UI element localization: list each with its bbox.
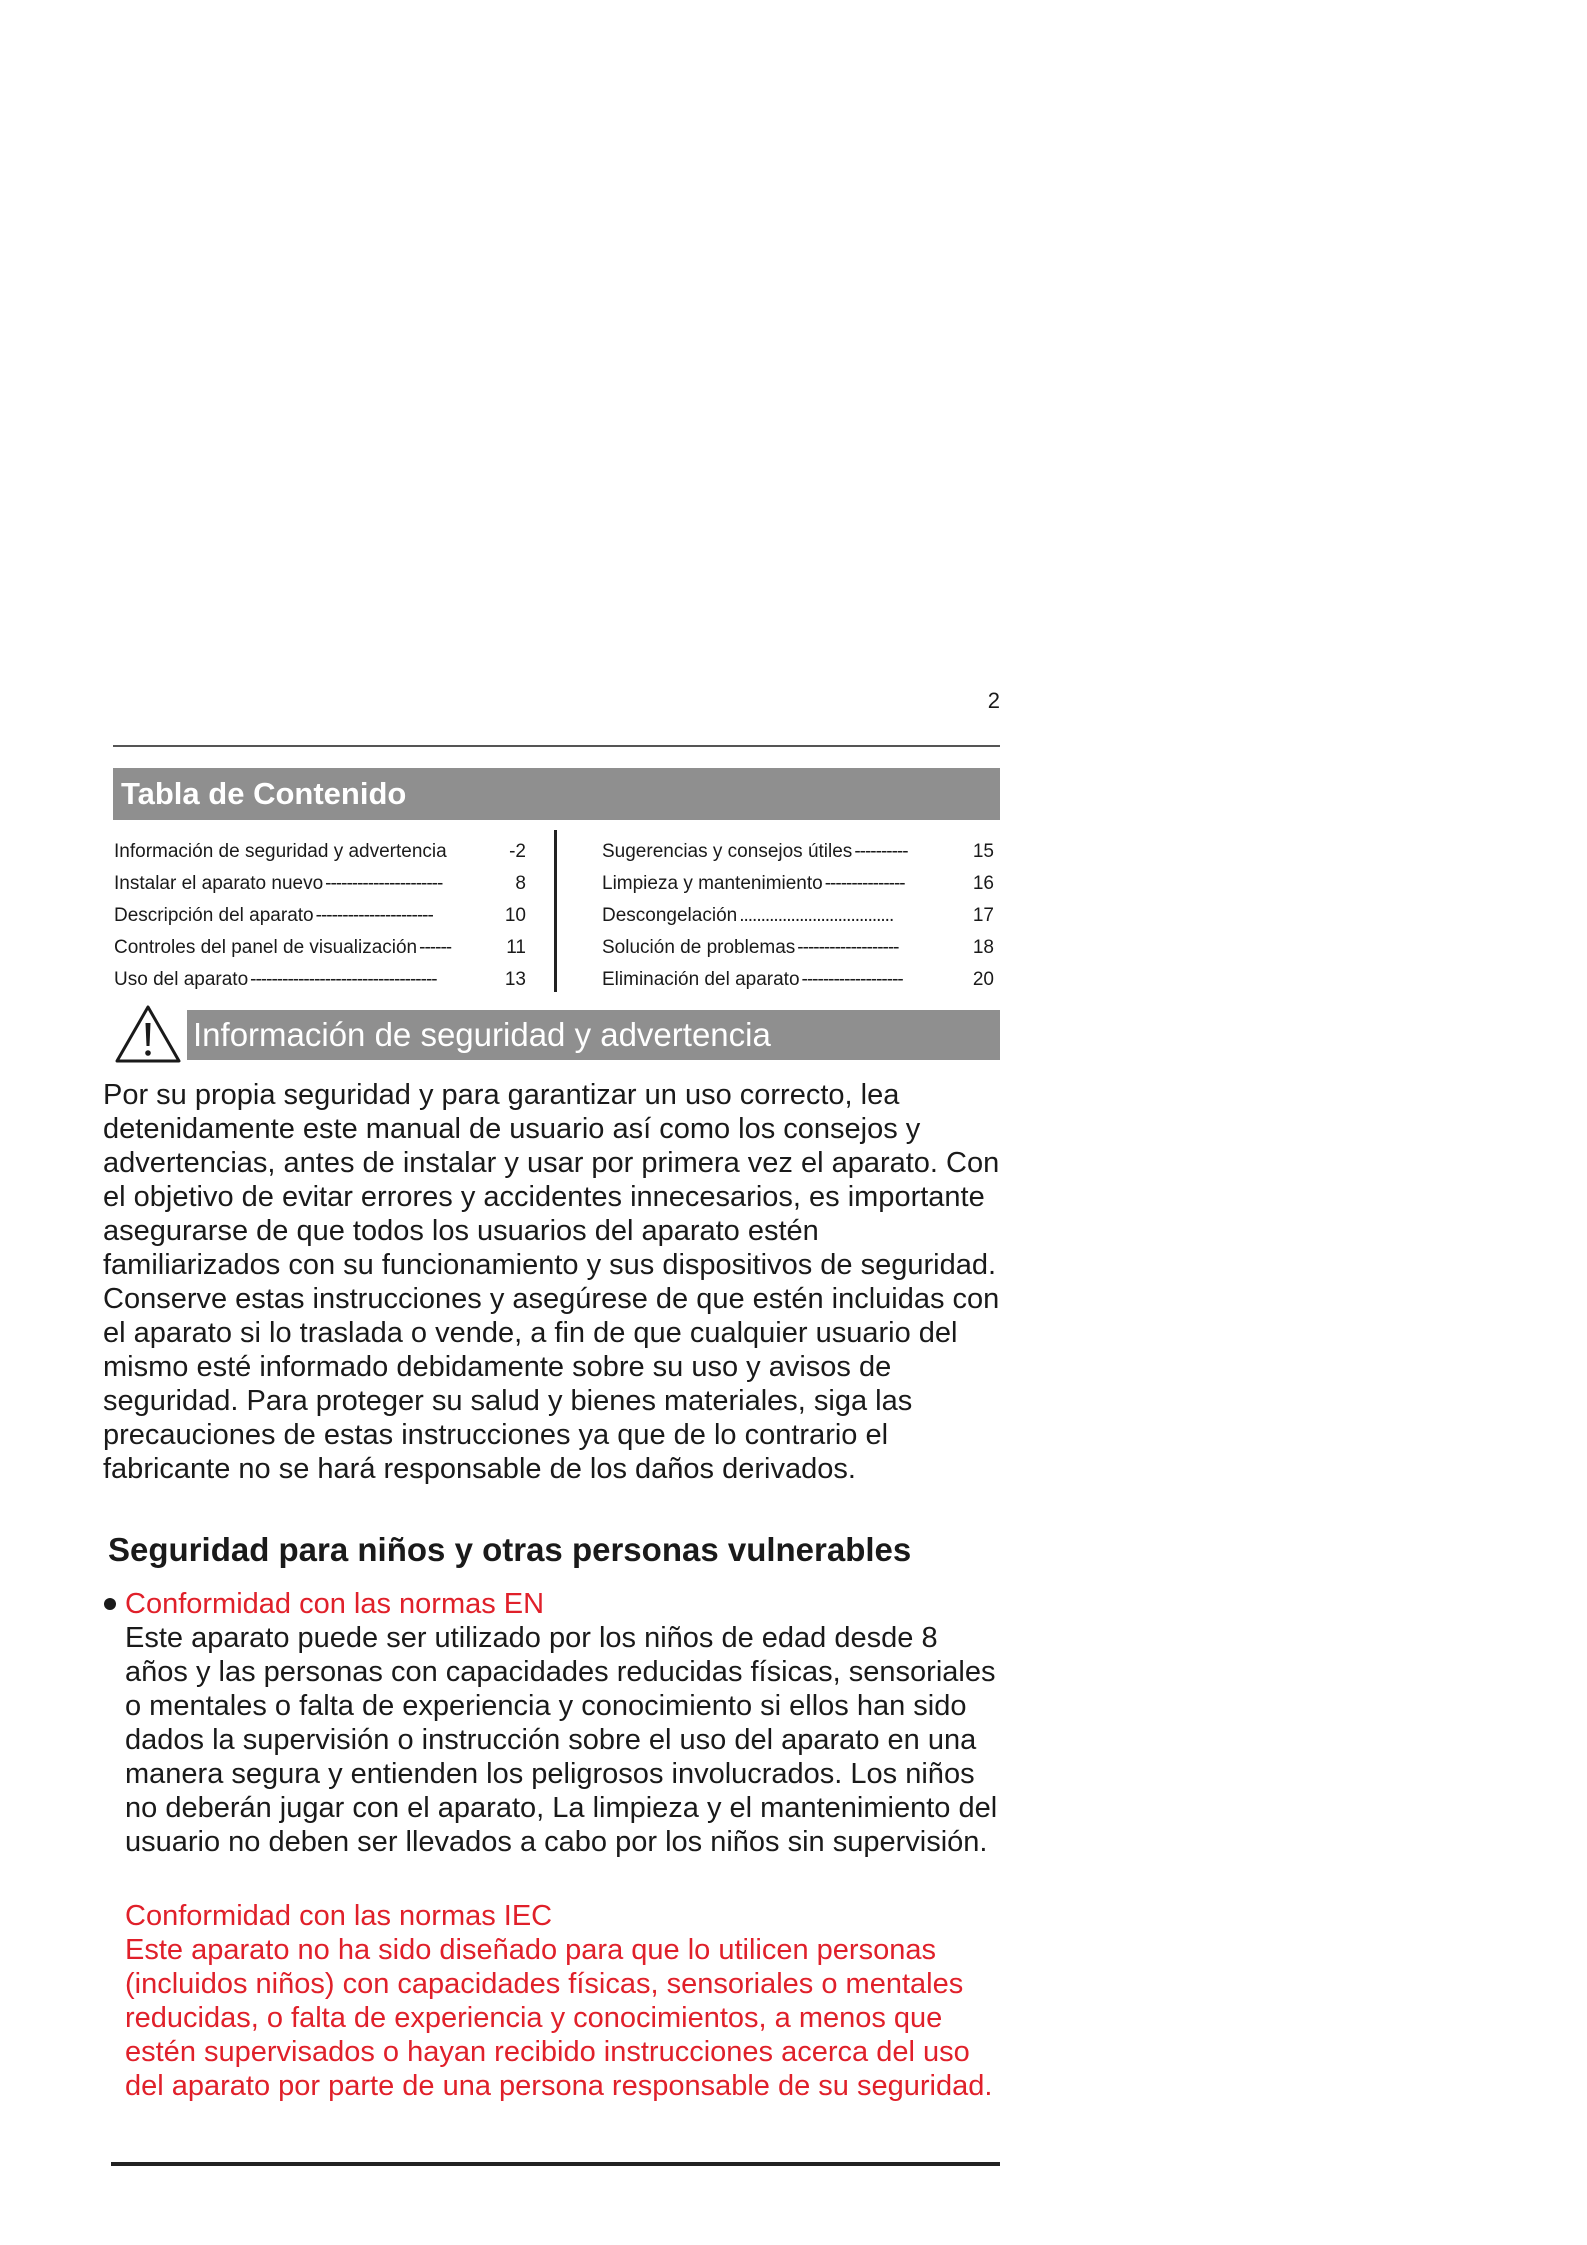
toc-entry — [602, 868, 994, 900]
toc-entry-page: 15 — [972, 841, 994, 862]
toc-entry-page: 11 — [506, 937, 526, 958]
toc-entry — [602, 932, 994, 964]
toc-entry-leader: ---------- — [854, 841, 908, 862]
toc-entry-page: 20 — [972, 969, 994, 990]
toc-entry-leader: ------ — [419, 937, 452, 958]
bullet-icon — [104, 1598, 116, 1610]
safety-intro-paragraph: Por su propia seguridad y para garantizar un uso correcto, lea detenidamente este manual de usuario así como los consejos y advertencias, antes de instalar y usar por primera vez el aparato. Con el objetivo de evitar errores y accidentes innecesarios, es importante asegurarse de que todos los usuarios del aparato estén familiarizados con su funcionamiento y sus dispositivos de seguridad. Conserve estas instrucciones y asegúrese de que estén incluidas con el aparato si lo traslada o vende, a fin de que cualquier usuario del mismo esté informado debidamente sobre su uso y avisos de seguridad. Para proteger su salud y bienes materiales, siga las precauciones de estas instrucciones ya que de lo contrario el fabricante no se hará responsable de los daños derivados. — [103, 1079, 1000, 1485]
toc-entry-leader: ---------------------- — [315, 905, 433, 926]
toc-entry-page: 18 — [972, 937, 994, 958]
toc-entry-label: Información de seguridad y advertencia — [114, 841, 447, 862]
toc-entry-page: 17 — [972, 905, 994, 926]
toc-entry — [602, 900, 994, 932]
toc-entry — [602, 964, 994, 996]
toc-entry-label: Solución de problemas — [602, 937, 796, 958]
toc-entry-label: Descripción del aparato — [114, 905, 314, 926]
toc-entry-leader: ----------------------------------- — [250, 969, 437, 990]
toc-entry — [114, 836, 526, 868]
toc-entry-page: 13 — [504, 969, 526, 990]
toc-entry-leader: .................................... — [739, 905, 894, 926]
iec-standards-heading: Conformidad con las normas IEC — [125, 1900, 553, 1932]
toc-column-divider — [554, 830, 557, 992]
toc-entry-leader: ---------------------- — [325, 873, 443, 894]
toc-entry — [114, 900, 526, 932]
toc-entry-page: 8 — [515, 873, 526, 894]
safety-section-title: Información de seguridad y advertencia — [187, 1010, 1000, 1060]
toc-entry-page: 16 — [972, 873, 994, 894]
toc-entry-label: Descongelación — [602, 905, 738, 926]
en-standards-paragraph: Este aparato puede ser utilizado por los niños de edad desde 8 años y las personas con capacidades reducidas físicas, sensoriales o mentales o falta de experiencia y conocimiento si ellos han sido dados la supervisión o instrucción sobre el uso del aparato en una manera segura y entienden los peligrosos involucrados. Los niños no deberán jugar con el aparato, La limpieza y el mantenimiento del usuario no deben ser llevados a cabo por los niños sin supervisión. — [125, 1622, 998, 1858]
page-number: 2 — [987, 688, 1000, 713]
en-standards-heading: Conformidad con las normas EN — [125, 1588, 545, 1620]
toc-entry — [114, 932, 526, 964]
children-safety-heading: Seguridad para niños y otras personas vulnerables — [108, 1531, 912, 1568]
toc-right-column — [602, 836, 994, 996]
toc-entry-label: Instalar el aparato nuevo — [114, 873, 324, 894]
iec-standards-paragraph: Este aparato no ha sido diseñado para que lo utilicen personas (incluidos niños) con capacidades físicas, sensoriales o mentales reducidas, o falta de experiencia y conocimientos, a menos que estén supervisados o hayan recibido instrucciones acerca del uso del aparato por parte de una persona responsable de su seguridad. — [125, 1934, 993, 2102]
toc-left-column — [114, 836, 526, 996]
toc-entry-label: Sugerencias y consejos útiles — [602, 841, 853, 862]
toc-title: Tabla de Contenido — [113, 768, 1000, 820]
warning-triangle-icon — [114, 1004, 182, 1064]
toc-entry-leader: --------------- — [824, 873, 905, 894]
bottom-divider — [111, 2162, 1000, 2166]
toc-entry-page: 10 — [504, 905, 526, 926]
toc-entry — [114, 868, 526, 900]
toc-entry — [602, 836, 994, 868]
toc-entry-label: Uso del aparato — [114, 969, 249, 990]
toc-entry-page: -2 — [509, 841, 526, 862]
toc-entry-label: Eliminación del aparato — [602, 969, 800, 990]
toc-entry — [114, 964, 526, 996]
toc-entry-label: Limpieza y mantenimiento — [602, 873, 823, 894]
top-divider — [113, 745, 1000, 747]
toc-entry-leader: ------------------- — [797, 937, 899, 958]
toc-entry-label: Controles del panel de visualización — [114, 937, 418, 958]
toc-entry-leader: ------------------- — [801, 969, 903, 990]
